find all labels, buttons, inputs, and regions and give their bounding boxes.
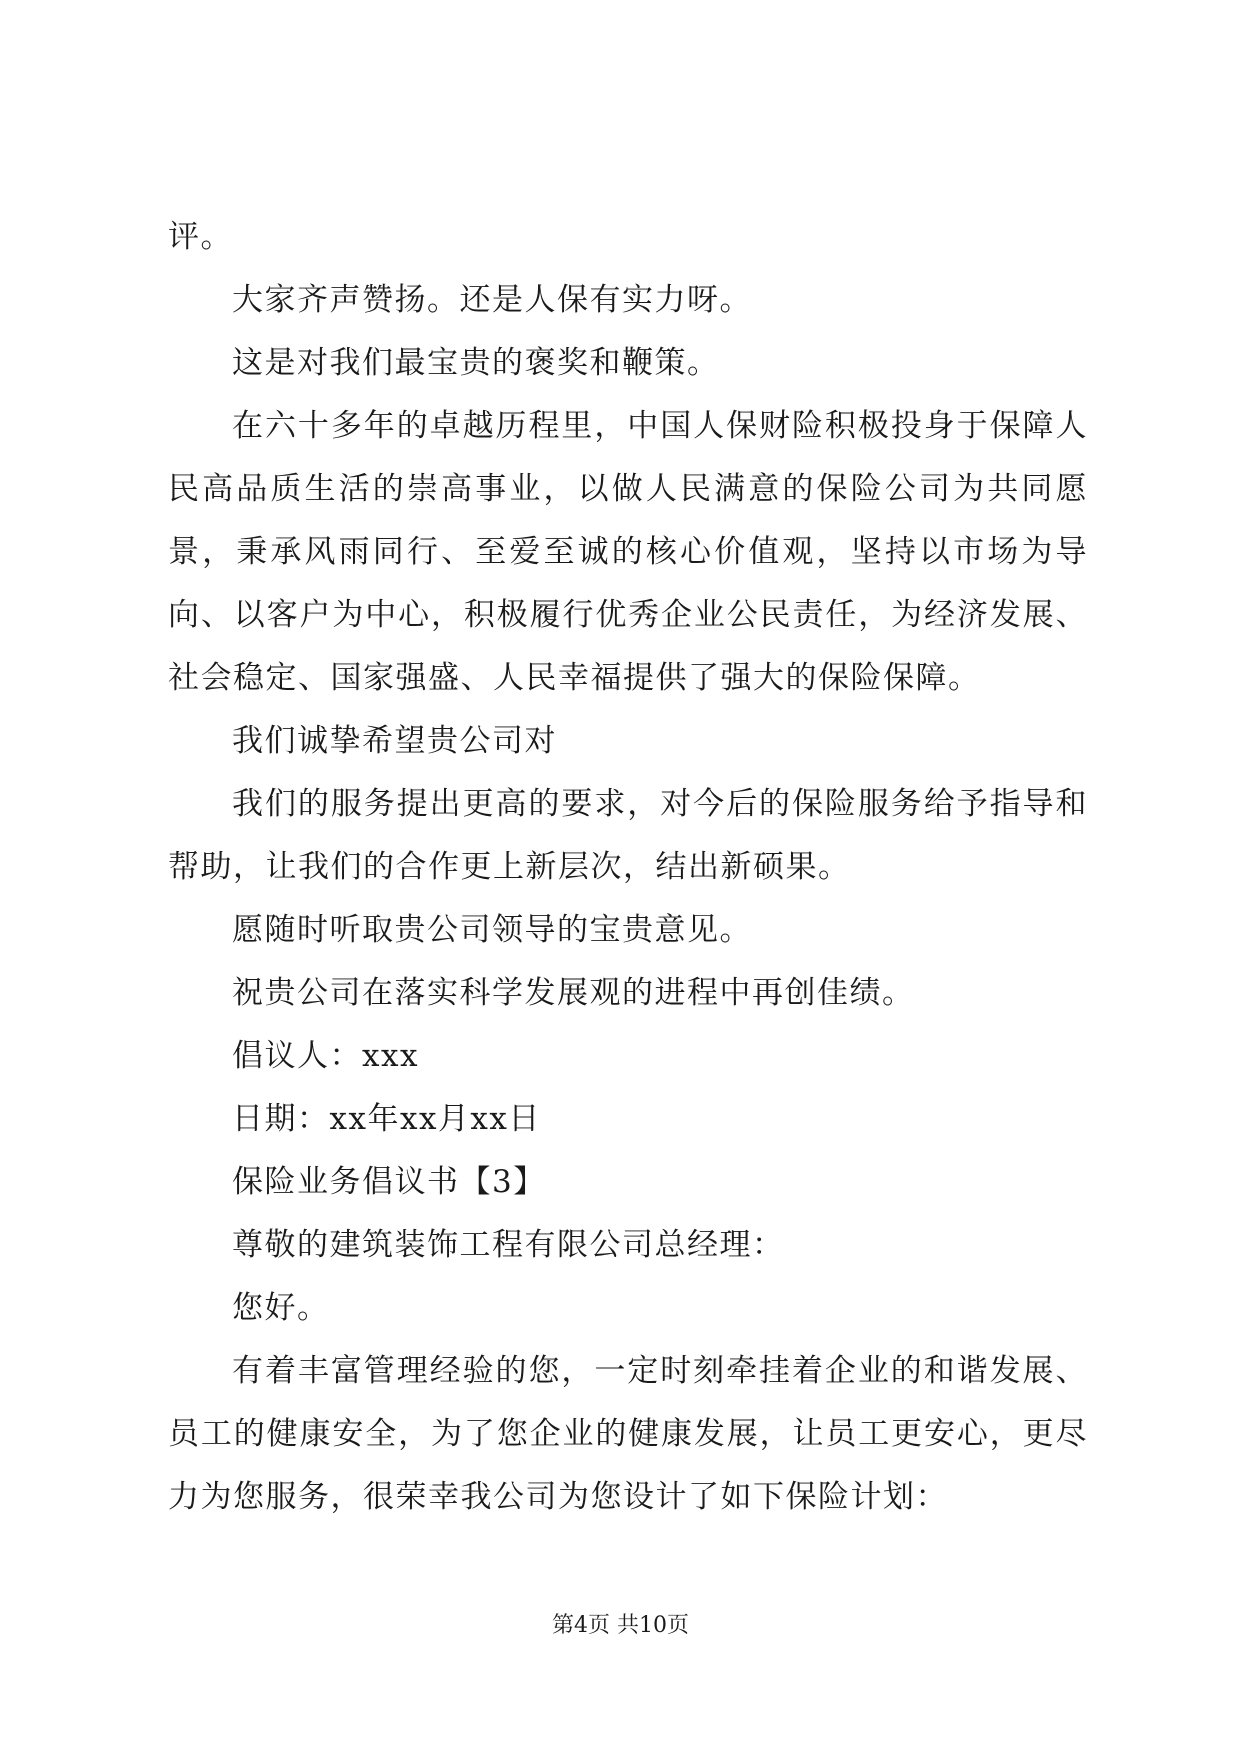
signatory-line: 倡议人：xxx [232,1038,419,1074]
paragraph: 在六十多年的卓越历程里，中国人保财险积极投身于保障人民高品质生活的崇高事业，以做人民满意的保险公司为共同愿景，秉承风雨同行、至爱至诚的核心价值观，坚持以市场为导向、以客户为中心，积极履行优秀企业公民责任，为经济发展、社会稳定、国家强盛、人民幸福提供了强大的保险保障。 [168,408,1088,696]
paragraph: 有着丰富管理经验的您，一定时刻牵挂着企业的和谐发展、员工的健康安全，为了您企业的健康发展，让员工更安心，更尽力为您服务，很荣幸我公司为您设计了如下保险计划： [168,1353,1088,1515]
paragraph: 愿随时听取贵公司领导的宝贵意见。 [232,912,752,948]
section-heading: 保险业务倡议书【3】 [232,1164,546,1200]
paragraph: 我们诚挚希望贵公司对 [232,723,557,759]
paragraph: 评。 [168,219,233,255]
paragraph: 大家齐声赞扬。还是人保有实力呀。 [232,282,752,318]
paragraph: 祝贵公司在落实科学发展观的进程中再创佳绩。 [232,975,915,1011]
paragraph: 我们的服务提出更高的要求，对今后的保险服务给予指导和帮助，让我们的合作更上新层次，结出新硕果。 [168,786,1088,885]
document-body [168,206,1088,1529]
salutation: 尊敬的建筑装饰工程有限公司总经理： [232,1227,785,1263]
date-line: 日期：xx年xx月xx日 [232,1101,541,1137]
paragraph: 这是对我们最宝贵的褒奖和鞭策。 [232,345,720,381]
page-number-footer: 第4页 共10页 [552,1613,689,1638]
greeting: 您好。 [232,1290,330,1326]
